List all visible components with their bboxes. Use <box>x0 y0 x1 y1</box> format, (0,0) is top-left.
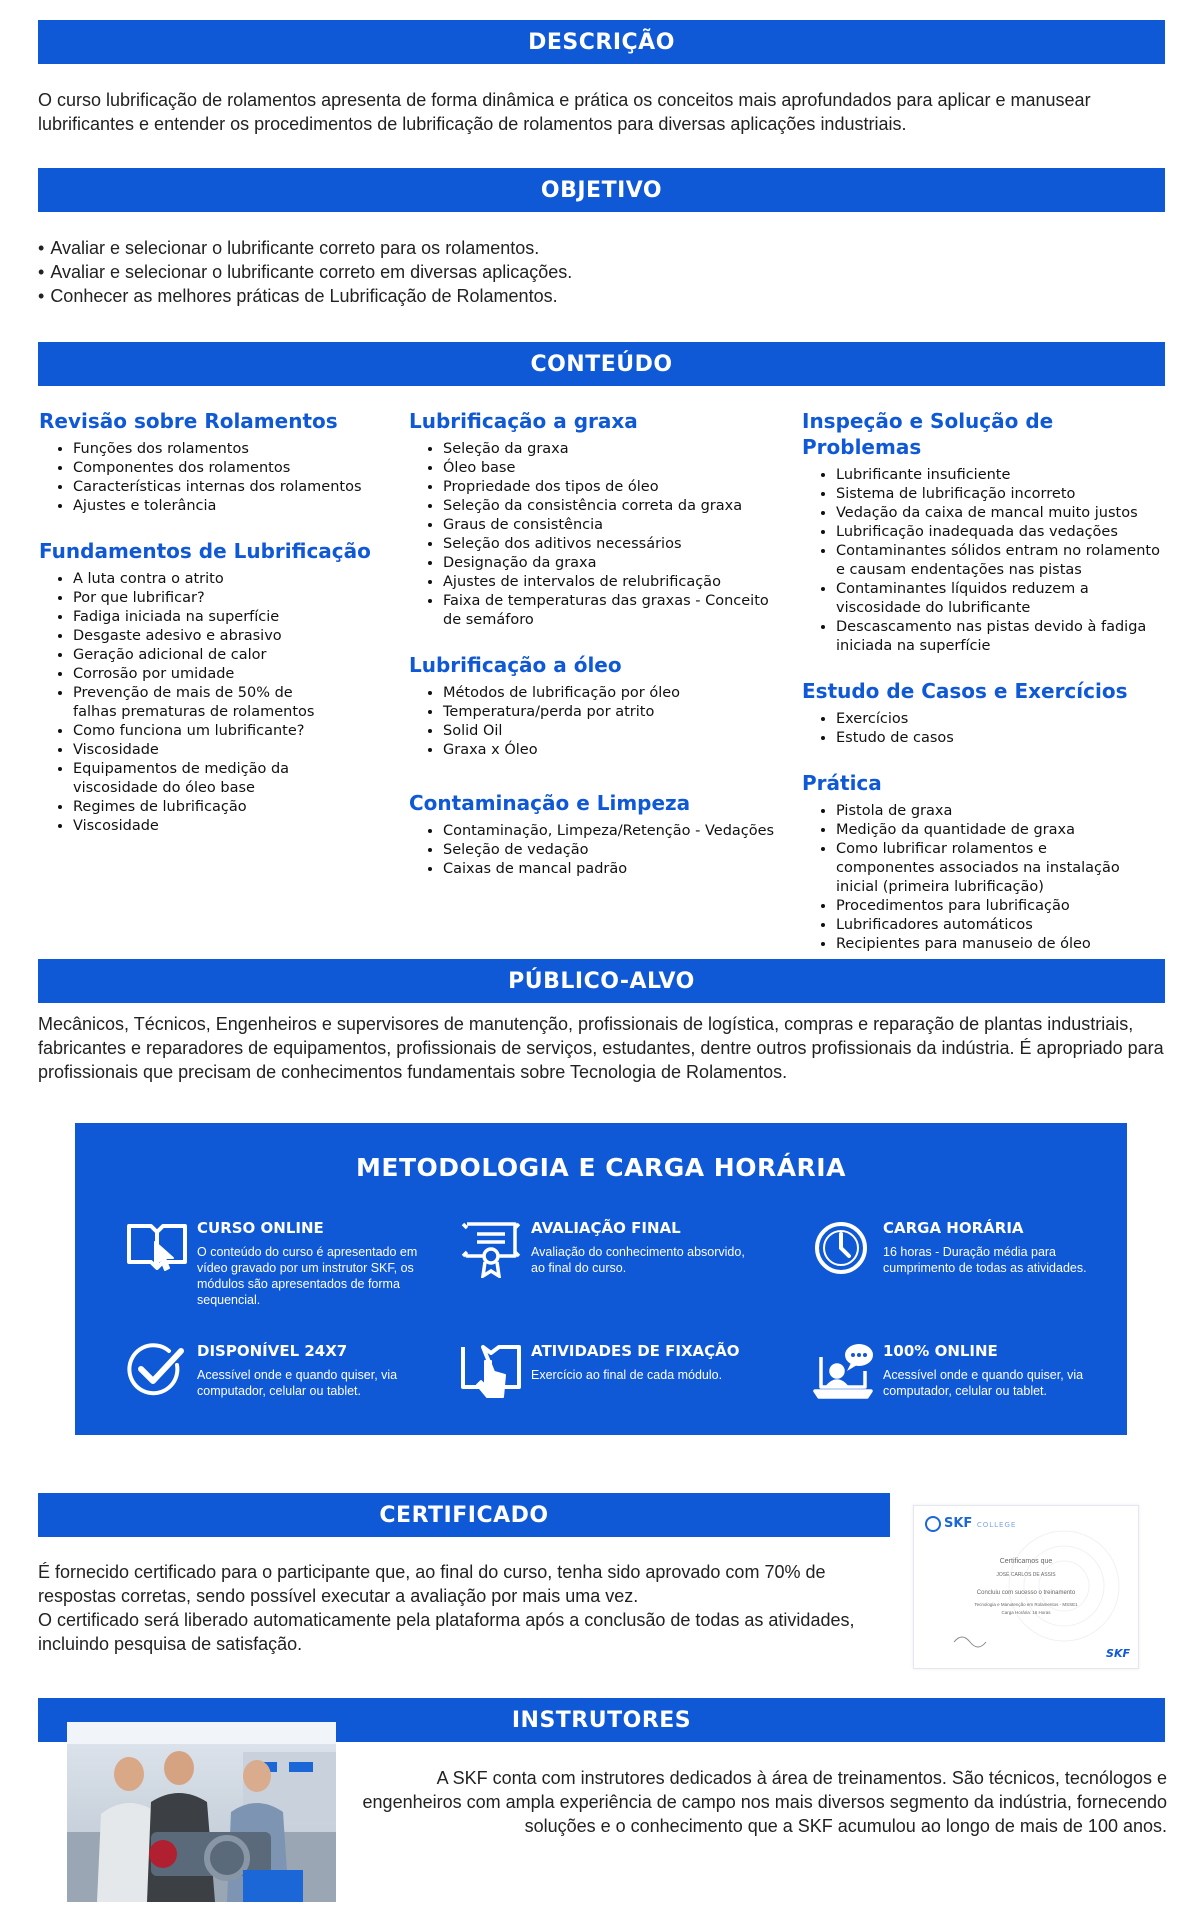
section-header-objetivo: OBJETIVO <box>38 168 1165 212</box>
topic-item: • Ajustes de intervalos de relubrificação <box>443 573 769 592</box>
skf-brand-logo: SKF <box>1106 1647 1130 1660</box>
touch-activity-icon <box>459 1341 523 1401</box>
certificado-text-2: O certificado será liberado automaticamente pela plataforma após a conclusão de todas as atividades, incluindo pesquisa de satisfação. <box>38 1610 855 1654</box>
section-header-certificado: CERTIFICADO <box>38 1493 890 1537</box>
topic-list <box>802 466 1162 656</box>
topic-item: • Propriedade dos tipos de óleo <box>443 478 769 497</box>
topic-title: Fundamentos de Lubrificação <box>39 539 371 563</box>
topic-item: • Viscosidade <box>73 741 329 760</box>
topic-item: • Contaminantes sólidos entram no rolamento e causam endentações nas pistas <box>836 542 1162 580</box>
publico-text: Mecânicos, Técnicos, Engenheiros e supervisores de manutenção, profissionais de logística, compras e reparação de plantas industriais, fabricantes e reparadores de equipamentos, profissionais de serviços, estudantes, dentre outros profissionais da indústria. É apropriado para profissionais que precisam de conhecimentos fundamentais sobre Tecnologia de Rolamentos. <box>38 1014 1164 1082</box>
topic-item: • Lubrificação inadequada das vedações <box>836 523 1162 542</box>
topic-title: Estudo de Casos e Exercícios <box>802 679 1128 703</box>
conteudo-column-2 <box>409 408 779 901</box>
topic-item: • Como lubrificar rolamentos e componentes associados na instalação inicial (primeira lubrificação) <box>836 840 1142 897</box>
topic-item: • Contaminantes líquidos reduzem a viscosidade do lubrificante <box>836 580 1162 618</box>
objetivos-list <box>38 236 572 308</box>
topic-list <box>409 440 769 630</box>
topic-item: • Corrosão por umidade <box>73 665 329 684</box>
cert-line: Tecnologia e Manutenção em Rolamentos - MSSE1 <box>974 1602 1078 1607</box>
metodologia-item-desc: Acessível onde e quando quiser, via computador, celular ou tablet. <box>197 1368 398 1398</box>
check-circle-icon <box>125 1341 189 1401</box>
topic-item: • Ajustes e tolerância <box>73 497 409 516</box>
topic-title: Contaminação e Limpeza <box>409 791 691 815</box>
metodologia-item-title: CURSO ONLINE <box>197 1219 324 1237</box>
cert-line: Certificamos que <box>999 1558 1053 1565</box>
topic-item: • Estudo de casos <box>836 729 1172 748</box>
metodologia-item-title: 100% ONLINE <box>883 1342 998 1360</box>
cert-line: Concluiu com sucesso o treinamento <box>976 1590 1076 1596</box>
topic-item: • Características internas dos rolamentos <box>73 478 409 497</box>
topic-title: Lubrificação a graxa <box>409 409 638 433</box>
topic-item: • Desgaste adesivo e abrasivo <box>73 627 329 646</box>
topic-title: Lubrificação a óleo <box>409 653 622 677</box>
topic-item: • Seleção da consistência correta da graxa <box>443 497 769 516</box>
instrutores-text: A SKF conta com instrutores dedicados à área de treinamentos. São técnicos, tecnólogos e engenheiros com ampla experiência de campo nos mais diversos segmento da indústria, fornecendo soluções e o conhecimento que a SKF acumulou ao longo de mais de 100 anos. <box>362 1768 1167 1836</box>
metodologia-item-desc: O conteúdo do curso é apresentado em vídeo gravado por um instrutor SKF, os módulos são apresentados de forma sequencial. <box>197 1245 418 1307</box>
topic-item: • Procedimentos para lubrificação <box>836 897 1142 916</box>
metodologia-item-title: CARGA HORÁRIA <box>883 1219 1024 1237</box>
topic-item: • Equipamentos de medição da viscosidade do óleo base <box>73 760 329 798</box>
metodologia-title: METODOLOGIA E CARGA HORÁRIA <box>356 1153 846 1182</box>
topic-item: • Graus de consistência <box>443 516 769 535</box>
topic-list <box>802 710 1172 748</box>
cert-line: Carga Horária: 16 Horas <box>1001 1610 1051 1615</box>
section-header-publico-alvo: PÚBLICO-ALVO <box>38 959 1165 1003</box>
conteudo-column-1 <box>39 408 409 858</box>
topic-item: • Regimes de lubrificação <box>73 798 329 817</box>
topic-list <box>409 822 779 879</box>
topic-item: • Contaminação, Limpeza/Retenção - Vedações <box>443 822 779 841</box>
topic-item: • Faixa de temperaturas das graxas - Conceito de semáforo <box>443 592 769 630</box>
topic-item: • Fadiga iniciada na superfície <box>73 608 329 627</box>
topic-item: • Temperatura/perda por atrito <box>443 703 779 722</box>
topic-title: Revisão sobre Rolamentos <box>39 409 338 433</box>
metodologia-item-desc: 16 horas - Duração média para cumprimento de todas as atividades. <box>883 1245 1087 1275</box>
metodologia-panel <box>75 1123 1127 1435</box>
topic-item: • Lubrificante insuficiente <box>836 466 1162 485</box>
topic-item: • Exercícios <box>836 710 1172 729</box>
topic-item: • Componentes dos rolamentos <box>73 459 409 478</box>
certificado-text <box>38 1560 893 1656</box>
metodologia-item-title: AVALIAÇÃO FINAL <box>531 1219 681 1237</box>
section-header-instrutores: INSTRUTORES <box>38 1698 1165 1742</box>
topic-item: • Seleção de vedação <box>443 841 779 860</box>
certificado-text-1: É fornecido certificado para o participante que, ao final do curso, tenha sido aprovado com 70% de respostas corretas, sendo possível executar a avaliação por mais uma vez. <box>38 1562 826 1606</box>
topic-item: • Óleo base <box>443 459 769 478</box>
topic-item: • Lubrificadores automáticos <box>836 916 1142 935</box>
topic-list <box>39 570 329 836</box>
topic-item: • Solid Oil <box>443 722 779 741</box>
metodologia-item-desc: Avaliação do conhecimento absorvido, ao final do curso. <box>531 1245 745 1275</box>
metodologia-item-desc: Acessível onde e quando quiser, via computador, celular ou tablet. <box>883 1368 1084 1398</box>
topic-item: • Medição da quantidade de graxa <box>836 821 1142 840</box>
metodologia-item-title: DISPONÍVEL 24X7 <box>197 1342 348 1360</box>
topic-item: • Pistola de graxa <box>836 802 1142 821</box>
topic-item: • Descascamento nas pistas devido à fadiga iniciada na superfície <box>836 618 1162 656</box>
topic-item: • Seleção dos aditivos necessários <box>443 535 769 554</box>
topic-list <box>409 684 779 760</box>
metodologia-item-title: ATIVIDADES DE FIXAÇÃO <box>531 1342 740 1360</box>
cert-logo-text: SKF <box>944 1516 973 1531</box>
topic-item: • Viscosidade <box>73 817 329 836</box>
online-chat-icon <box>811 1341 875 1401</box>
certificate-image <box>913 1505 1139 1669</box>
topic-item: • Designação da graxa <box>443 554 769 573</box>
topic-title: Inspeção e Solução de Problemas <box>802 409 1054 459</box>
section-header-conteudo: CONTEÚDO <box>38 342 1165 386</box>
topic-item: • Como funciona um lubrificante? <box>73 722 329 741</box>
topic-item: • Recipientes para manuseio de óleo <box>836 935 1142 954</box>
topic-list <box>802 802 1142 954</box>
topic-item: • Graxa x Óleo <box>443 741 779 760</box>
skf-college-logo <box>944 1516 1016 1531</box>
topic-item: • Prevenção de mais de 50% de falhas prematuras de rolamentos <box>73 684 329 722</box>
topic-item: • A luta contra o atrito <box>73 570 329 589</box>
online-course-icon <box>125 1218 189 1278</box>
topic-title: Prática <box>802 771 882 795</box>
metodologia-item-desc: Exercício ao final de cada módulo. <box>531 1368 723 1382</box>
topic-item: • Seleção da graxa <box>443 440 769 459</box>
conteudo-column-3 <box>802 408 1172 976</box>
topic-item: • Sistema de lubrificação incorreto <box>836 485 1162 504</box>
topic-item: • Métodos de lubrificação por óleo <box>443 684 779 703</box>
clock-icon <box>811 1218 875 1278</box>
section-header-descricao: DESCRIÇÃO <box>38 20 1165 64</box>
topic-item: • Caixas de mancal padrão <box>443 860 779 879</box>
certificate-exam-icon <box>459 1218 523 1278</box>
cert-line: JOSÉ CARLOS DE ASSIS <box>996 1572 1056 1578</box>
topic-item: • Vedação da caixa de mancal muito justos <box>836 504 1162 523</box>
topic-list <box>39 440 409 516</box>
topic-item: • Geração adicional de calor <box>73 646 329 665</box>
objetivo-item: • Avaliar e selecionar o lubrificante correto em diversas aplicações. <box>38 260 572 284</box>
cert-logo-sub: COLLEGE <box>976 1521 1017 1529</box>
descricao-text: O curso lubrificação de rolamentos apresenta de forma dinâmica e prática os conceitos mais aprofundados para aplicar e manusear lubrificantes e entender os procedimentos de lubrificação de rolamentos para diversas aplicações industriais. <box>38 90 1091 134</box>
objetivo-item: • Conhecer as melhores práticas de Lubrificação de Rolamentos. <box>38 284 572 308</box>
topic-item: • Funções dos rolamentos <box>73 440 409 459</box>
instructors-photo <box>67 1722 336 1902</box>
topic-item: • Por que lubrificar? <box>73 589 329 608</box>
objetivo-item: • Avaliar e selecionar o lubrificante correto para os rolamentos. <box>38 236 572 260</box>
